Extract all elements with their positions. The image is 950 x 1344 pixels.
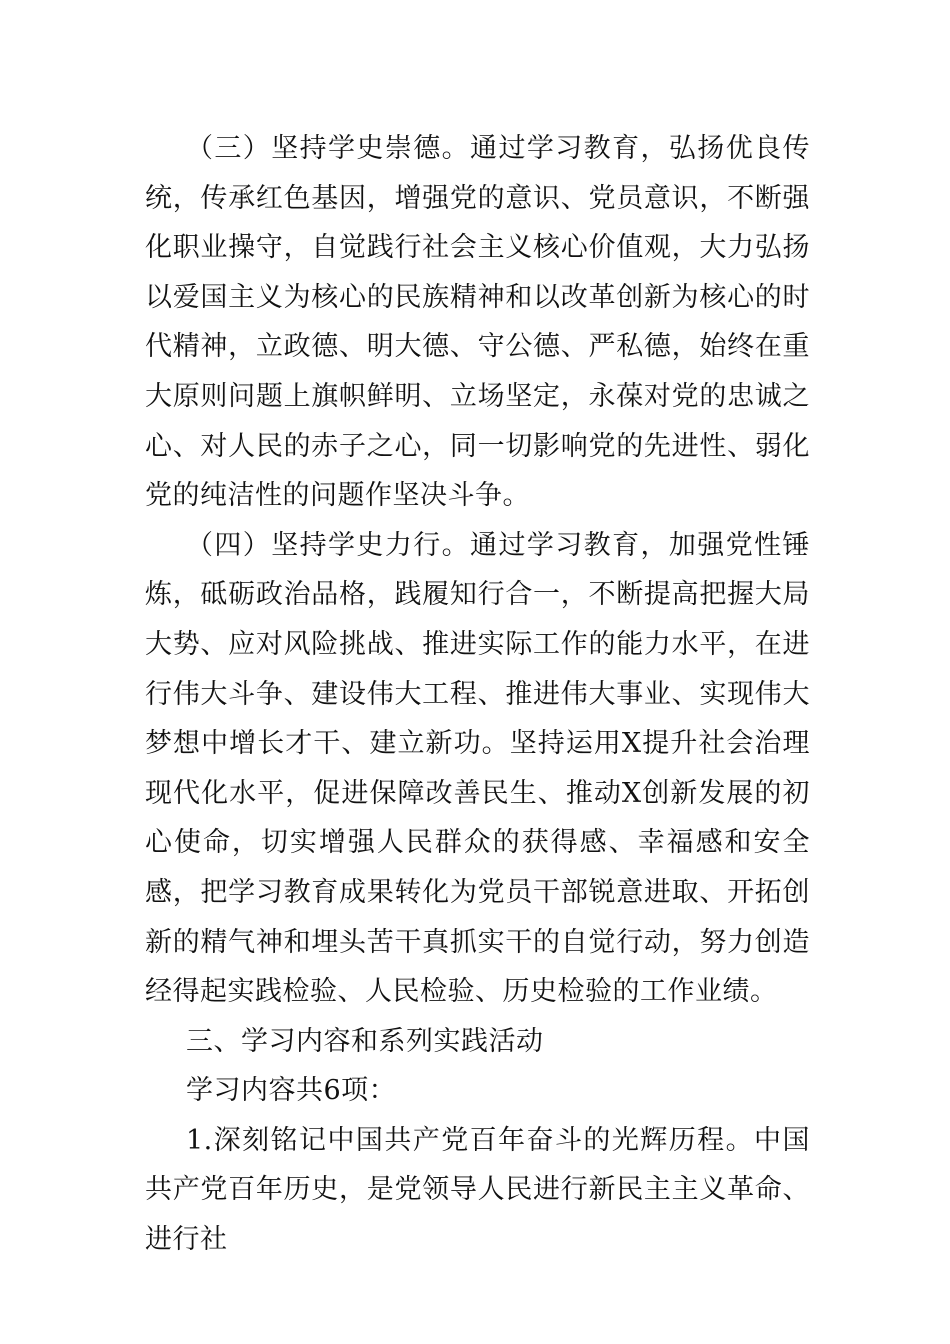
study-content-count: 学习内容共6项： (186, 1075, 397, 1107)
document-body (145, 124, 810, 1265)
paragraph-item-1: 1.深刻铭记中国共产党百年奋斗的光辉历程。中国共产党百年历史，是党领导人民进行新民主主义革命、进行社 (145, 1124, 810, 1256)
section-heading-study-content: 三、学习内容和系列实践活动 (186, 1025, 544, 1057)
paragraph-study-history-morality: （三）坚持学史崇德。通过学习教育，弘扬优良传统，传承红色基因，增强党的意识、党员意识，不断强化职业操守，自觉践行社会主义核心价值观，大力弘扬以爱国主义为核心的民族精神和以改革创新为核心的时代精神，立政德、明大德、守公德、严私德，始终在重大原则问题上旗帜鲜明、立场坚定，永葆对党的忠诚之心、对人民的赤子之心，同一切影响党的先进性、弱化党的纯洁性的问题作坚决斗争。 (145, 133, 810, 512)
paragraph-study-history-practice: （四）坚持学史力行。通过学习教育，加强党性锤炼，砥砺政治品格，践履知行合一，不断提高把握大局大势、应对风险挑战、推进实际工作的能力水平，在进行伟大斗争、建设伟大工程、推进伟大事业、实现伟大梦想中增长才干、建立新功。坚持运用X提升社会治理现代化水平，促进保障改善民生、推动X创新发展的初心使命，切实增强人民群众的获得感、幸福感和安全感，把学习教育成果转化为党员干部锐意进取、开拓创新的精气神和埋头苦干真抓实干的自觉行动，努力创造经得起实践检验、人民检验、历史检验的工作业绩。 (145, 529, 810, 1008)
